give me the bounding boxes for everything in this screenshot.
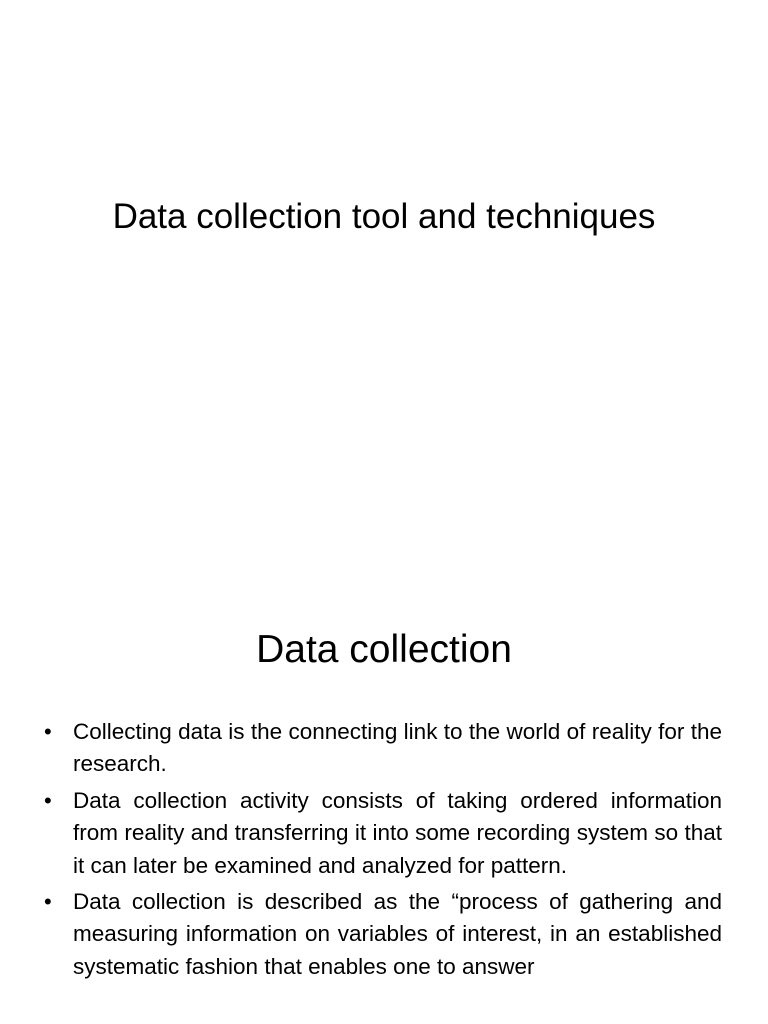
- bullet-text: Collecting data is the connecting link to the world of reality for the research.: [73, 719, 722, 777]
- bullet-text: Data collection activity consists of taking ordered information from reality and transferring it into some recording system so that it can later be examined and analyzed for pattern.: [73, 787, 722, 878]
- bullet-dot-icon: •: [44, 787, 52, 813]
- bullet-item: [40, 886, 722, 983]
- bullet-list: [40, 716, 722, 987]
- bullet-dot-icon: •: [44, 889, 52, 915]
- bullet-item: [40, 785, 722, 882]
- bullet-dot-icon: •: [44, 719, 52, 744]
- bullet-text: Data collection is described as the “process of gathering and measuring information on variables of interest, in an established systematic fashion that enables one to answer: [73, 889, 722, 979]
- bullet-item: [40, 716, 722, 781]
- slide-title-main: Data collection tool and techniques: [112, 197, 656, 236]
- slide-title-data-collection: Data collection: [256, 628, 512, 671]
